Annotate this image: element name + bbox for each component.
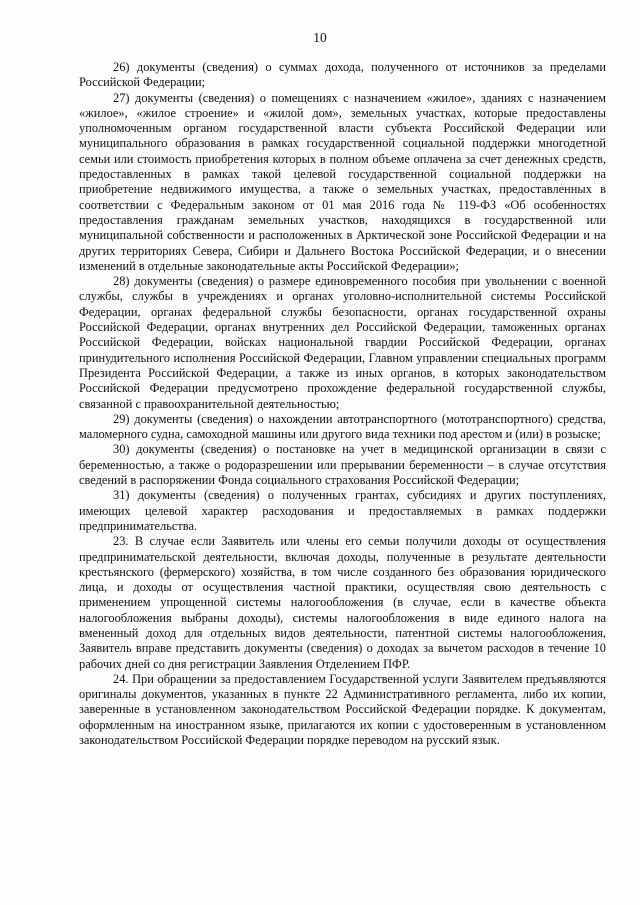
page-number: 10	[313, 30, 327, 45]
paragraph-item-28: 28) документы (сведения) о размере единовременного пособия при увольнении с военной службы, службы в учреждениях и органах уголовно-исполнительной системы Российской Федерации, органах федеральной службы безопасности, органах государственной охраны Российской Федерации, органах внутренних дел Российской Федерации, таможенных органах Российской Федерации, войсках национальной гвардии Российской Федерации, органах принудительного исполнения Российской Федерации, Главном управлении специальных программ Президента Российской Федерации, а также из иных органов, в которых законодательством Российской Федерации предусмотрено прохождение федеральной государственной службы, связанной с правоохранительной деятельностью;	[79, 274, 606, 411]
paragraph-item-27: 27) документы (сведения) о помещениях с назначением «жилое», зданиях с назначением «жилое», «жилое строение» и «жилой дом», земельных участках, которые предоставлены уполномоченным органом государственной власти субъекта Российской Федерации или муниципального образования в рамках государственной социальной поддержки многодетной семьи или стоимость приобретения которых в полном объеме оплачена за счет денежных средств, предоставленных в рамках такой целевой государственной социальной поддержки на приобретение недвижимого имущества, а также о земельных участках, предоставленных в соответствии с Федеральным законом от 01 мая 2016 года № 119-ФЗ «Об особенностях предоставления гражданам земельных участков, находящихся в государственной или муниципальной собственности и расположенных в Арктической зоне Российской Федерации и на других территориях Севера, Сибири и Дальнего Востока Российской Федерации, и о внесении изменений в отдельные законодательные акты Российской Федерации»;	[79, 90, 606, 273]
paragraph-item-30: 30) документы (сведения) о постановке на учет в медицинской организации в связи с беременностью, а также о родоразрешении или прерывании беременности – в случае отсутствия сведений в распоряжении Фонда социального страхования Российской Федерации;	[79, 442, 606, 488]
paragraph-item-31: 31) документы (сведения) о полученных грантах, субсидиях и других поступлениях, имеющих целевой характер расходования и предоставляемых в рамках поддержки предпринимательства.	[79, 488, 606, 533]
paragraph-section-23: 23. В случае если Заявитель или члены его семьи получили доходы от осуществления предпринимательской деятельности, включая доходы, полученные в результате деятельности крестьянского (фермерского) хозяйства, в том числе созданного без образования юридического лица, и доходы от осуществления частной практики, осуществляя свою деятельность с применением упрощенной системы налогообложения (в случае, если в качестве объекта налогообложения выбраны доходы), системы налогообложения в виде единого налога на вмененный доход для отдельных видов деятельности, патентной системы налогообложения, Заявитель вправе представить документы (сведения) о доходах за вычетом расходов в течение 10 рабочих дней со дня регистрации Заявления Отделением ПФР.	[79, 534, 606, 671]
paragraph-item-29: 29) документы (сведения) о нахождении автотранспортного (мототранспортного) средства, маломерного судна, самоходной машины или другого вида техники под арестом и (или) в розыске;	[79, 411, 606, 442]
paragraph-item-26: 26) документы (сведения) о суммах дохода, полученного от источников за пределами Российской Федерации;	[79, 60, 606, 90]
document-body	[79, 60, 606, 748]
paragraph-section-24: 24. При обращении за предоставлением Государственной услуги Заявителем предъявляются оригиналы документов, указанных в пункте 22 Административного регламента, либо их копии, заверенные в установленном законодательством Российской Федерации порядке. К документам, оформленным на иностранном языке, прилагаются их копии с удостоверенным в установленном законодательством Российской Федерации порядке переводом на русский язык.	[79, 671, 606, 748]
